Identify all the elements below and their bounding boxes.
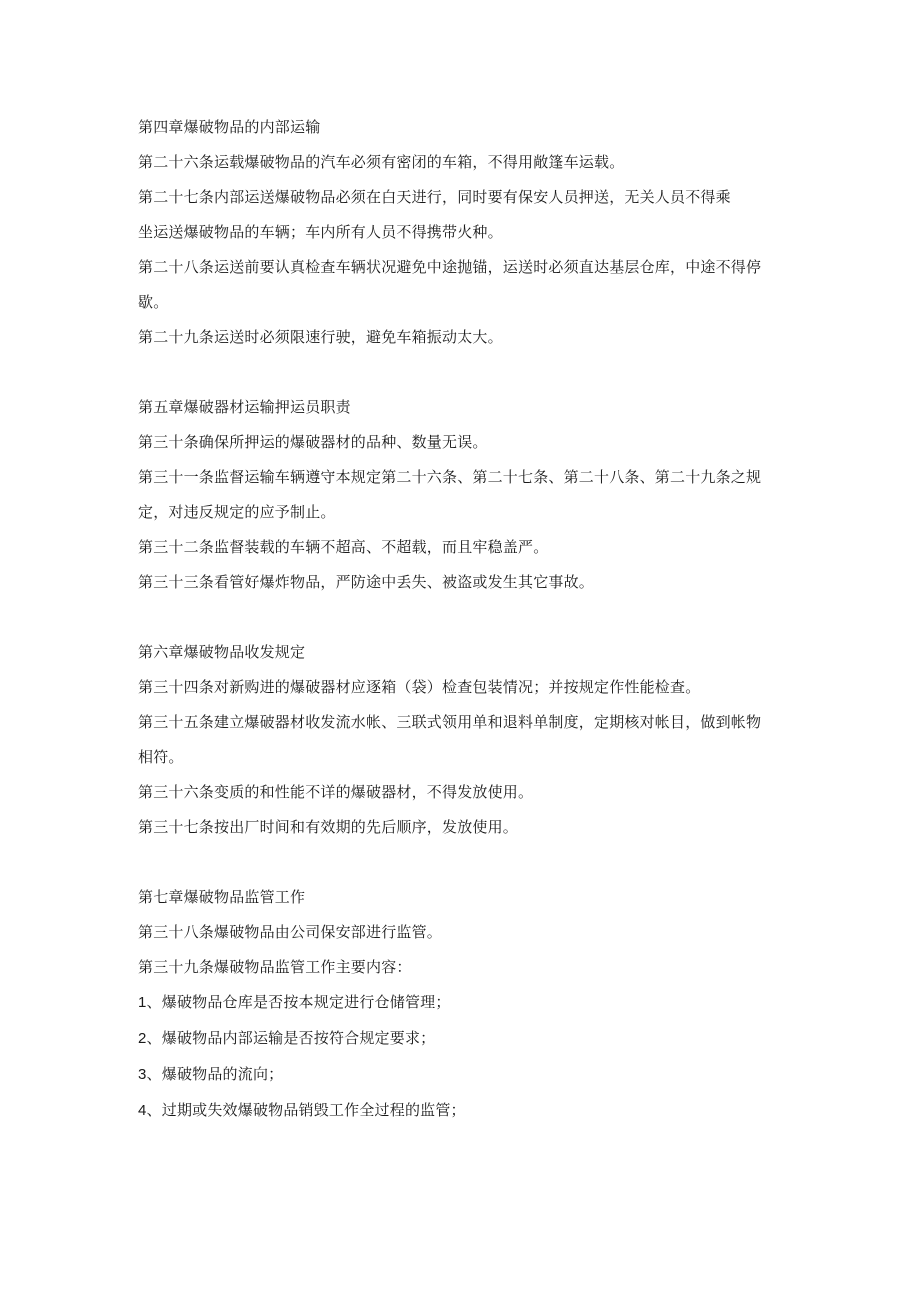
list-item-number: 2 [138,1030,147,1047]
list-item [138,1065,778,1084]
list-item-text: 、过期或失效爆破物品销毁工作全过程的监管； [146,1101,466,1119]
chapter-6-heading: 第六章爆破物品收发规定 [138,643,306,661]
list-item-number: 3 [138,1066,147,1083]
article-26: 第二十六条运载爆破物品的汽车必须有密闭的车箱，不得用敞篷车运载。 [138,153,625,171]
article-37: 第三十七条按出厂时间和有效期的先后顺序，发放使用。 [138,818,519,836]
list-item-text: 、爆破物品内部运输是否按符合规定要求； [146,1029,436,1047]
article-27-line-2: 坐运送爆破物品的车辆；车内所有人员不得携带火种。 [138,223,503,241]
article-31-line-2: 定，对违反规定的应予制止。 [138,503,336,521]
list-item [138,993,778,1012]
chapter-7-heading: 第七章爆破物品监管工作 [138,888,306,906]
article-27-line-1: 第二十七条内部运送爆破物品必须在白天进行，同时要有保安人员押送，无关人员不得乘 [138,188,731,206]
chapter-4-heading: 第四章爆破物品的内部运输 [138,118,321,136]
article-35-line-2: 相符。 [138,748,184,766]
list-item-text: 、爆破物品的流向； [146,1065,284,1083]
article-30: 第三十条确保所押运的爆破器材的品种、数量无误。 [138,433,488,451]
article-34: 第三十四条对新购进的爆破器材应逐箱（袋）检查包装情况；并按规定作性能检查。 [138,678,701,696]
list-item [138,1029,778,1048]
article-29: 第二十九条运送时必须限速行驶，避免车箱振动太大。 [138,328,503,346]
article-36: 第三十六条变质的和性能不详的爆破器材，不得发放使用。 [138,783,534,801]
article-39: 第三十九条爆破物品监管工作主要内容： [138,958,412,976]
article-28-line-1: 第二十八条运送前要认真检查车辆状况避免中途抛锚，运送时必须直达基层仓库，中途不得停 [138,258,762,276]
article-38: 第三十八条爆破物品由公司保安部进行监管。 [138,923,443,941]
chapter-5-heading: 第五章爆破器材运输押运员职责 [138,398,351,416]
list-item-number: 4 [138,1102,147,1119]
article-28-line-2: 歇。 [138,293,169,311]
article-32: 第三十二条监督装载的车辆不超高、不超载，而且牢稳盖严。 [138,538,549,556]
list-item [138,1101,778,1120]
article-31-line-1: 第三十一条监督运输车辆遵守本规定第二十六条、第二十七条、第二十八条、第二十九条之规 [138,468,762,486]
list-item-number: 1 [138,994,147,1011]
list-item-text: 、爆破物品仓库是否按本规定进行仓储管理； [146,993,451,1011]
article-35-line-1: 第三十五条建立爆破器材收发流水帐、三联式领用单和退料单制度，定期核对帐目，做到帐物 [138,713,762,731]
article-33: 第三十三条看管好爆炸物品，严防途中丢失、被盗或发生其它事故。 [138,573,595,591]
document-body [138,118,778,1120]
